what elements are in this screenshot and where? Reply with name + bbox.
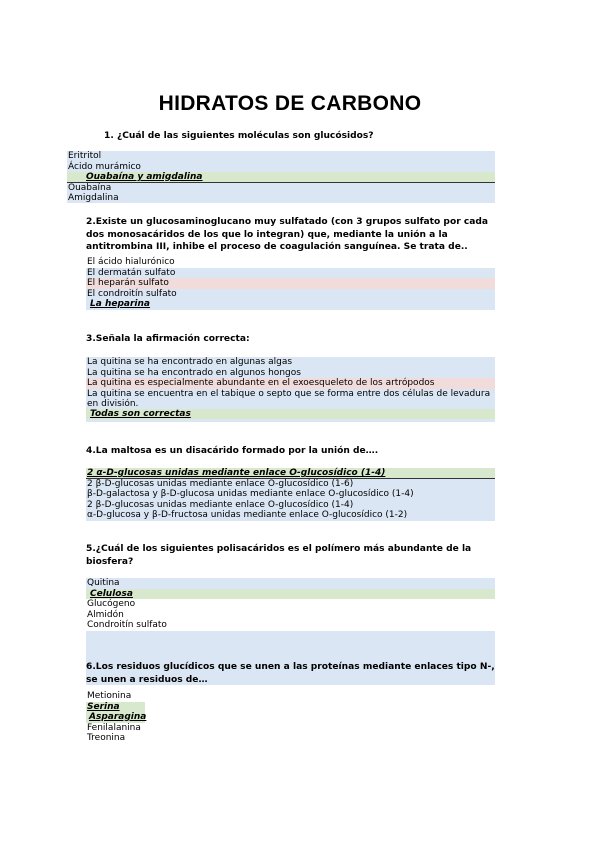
correct-answer-1: Ouabaína y amigdalina <box>86 172 203 182</box>
option-2a[interactable]: El ácido hialurónico <box>86 257 495 268</box>
option-4d[interactable]: 2 β-D-glucosas unidas mediante enlace O-glucosídico (1-4) <box>87 499 354 510</box>
option-2c[interactable]: El heparán sulfato <box>86 278 495 289</box>
correct-answer-3: Todas son correctas <box>90 408 191 419</box>
option-5e[interactable]: Condroitín sulfato <box>86 620 495 631</box>
question-2: 2.Existe un glucosaminoglucano muy sulfatado (con 3 grupos sulfato por cada dos monosacáridos de los que lo integran) que, mediante la unión a la antitrombina III, inhibe el proceso de coagulación sanguínea. Se trata de.. <box>86 217 489 252</box>
question-4: 4.La maltosa es un disacárido formado por la unión de…. <box>86 446 379 456</box>
options-block-2 <box>86 257 495 310</box>
question-5: 5.¿Cuál de los siguientes polisacáridos es el polímero más abundante de la biosfera? <box>86 544 472 567</box>
answer-6-serina: Serina <box>87 701 120 712</box>
page-title: HIDRATOS DE CARBONO <box>158 92 422 115</box>
question-6: 6.Los residuos glucídicos que se unen a las proteínas mediante enlaces tipo N-, se unen a residuos de… <box>86 662 495 685</box>
question-1: 1. ¿Cuál de las siguientes moléculas son glucósidos? <box>104 131 374 141</box>
option-6d[interactable]: Fenilalanina <box>87 722 141 733</box>
option-3b[interactable]: La quitina se ha encontrado en algunos hongos <box>87 367 301 378</box>
option-4b[interactable]: 2 β-D-glucosas unidas mediante enlace O-glucosídico (1-6) <box>87 478 354 489</box>
option-6b[interactable] <box>86 702 145 713</box>
correct-answer-6: Asparagina <box>89 712 147 722</box>
option-3d[interactable]: La quitina se encuentra en el tabique o septo que se forma entre dos células de levadura en división. <box>87 388 491 409</box>
option-2b[interactable]: El dermatán sulfato <box>87 267 176 278</box>
option-6e[interactable]: Treonina <box>87 733 126 743</box>
option-1e[interactable]: Amigdalina <box>68 193 119 203</box>
option-5d[interactable]: Almidón <box>86 610 495 621</box>
option-4e[interactable]: α-D-glucosa y β-D-fructosa unidas mediante enlace O-glucosídico (1-2) <box>87 510 408 520</box>
option-3c[interactable]: La quitina es especialmente abundante en el exoesqueleto de los artrópodos <box>86 378 495 389</box>
option-1d[interactable]: Ouabaína <box>68 182 112 193</box>
options-block-5 <box>86 578 495 631</box>
options-block-3 <box>86 357 495 422</box>
option-1a[interactable]: Eritritol <box>68 151 102 161</box>
option-5a[interactable]: Quitina <box>87 578 120 588</box>
correct-answer-4: 2 α-D-glucosas unidas mediante enlace O-glucosídico (1-4) <box>87 468 386 478</box>
option-4c[interactable]: β-D-galactosa y β-D-glucosa unidas mediante enlace O-glucosídico (1-4) <box>87 489 414 499</box>
option-3e-correct[interactable] <box>86 409 495 420</box>
option-6a[interactable]: Metionina <box>87 691 132 701</box>
option-5c[interactable]: Glucógeno <box>86 599 495 610</box>
options-block-1 <box>67 151 495 203</box>
option-3a[interactable]: La quitina se ha encontrado en algunas algas <box>87 357 293 367</box>
option-4a-correct[interactable] <box>86 468 495 479</box>
option-6c-correct[interactable] <box>86 712 145 723</box>
option-2d[interactable]: El condroitín sulfato <box>87 288 177 299</box>
question-3: 3.Señala la afirmación correcta: <box>86 334 250 344</box>
correct-answer-5: Celulosa <box>90 588 133 599</box>
option-5b-correct[interactable] <box>86 589 495 600</box>
option-1c-correct[interactable] <box>67 172 495 183</box>
option-2e-correct[interactable] <box>86 299 495 310</box>
options-block-4 <box>86 468 495 521</box>
correct-answer-2: La heparina <box>90 299 150 309</box>
options-block-6 <box>86 691 495 744</box>
option-1b[interactable]: Ácido murámico <box>68 161 141 172</box>
